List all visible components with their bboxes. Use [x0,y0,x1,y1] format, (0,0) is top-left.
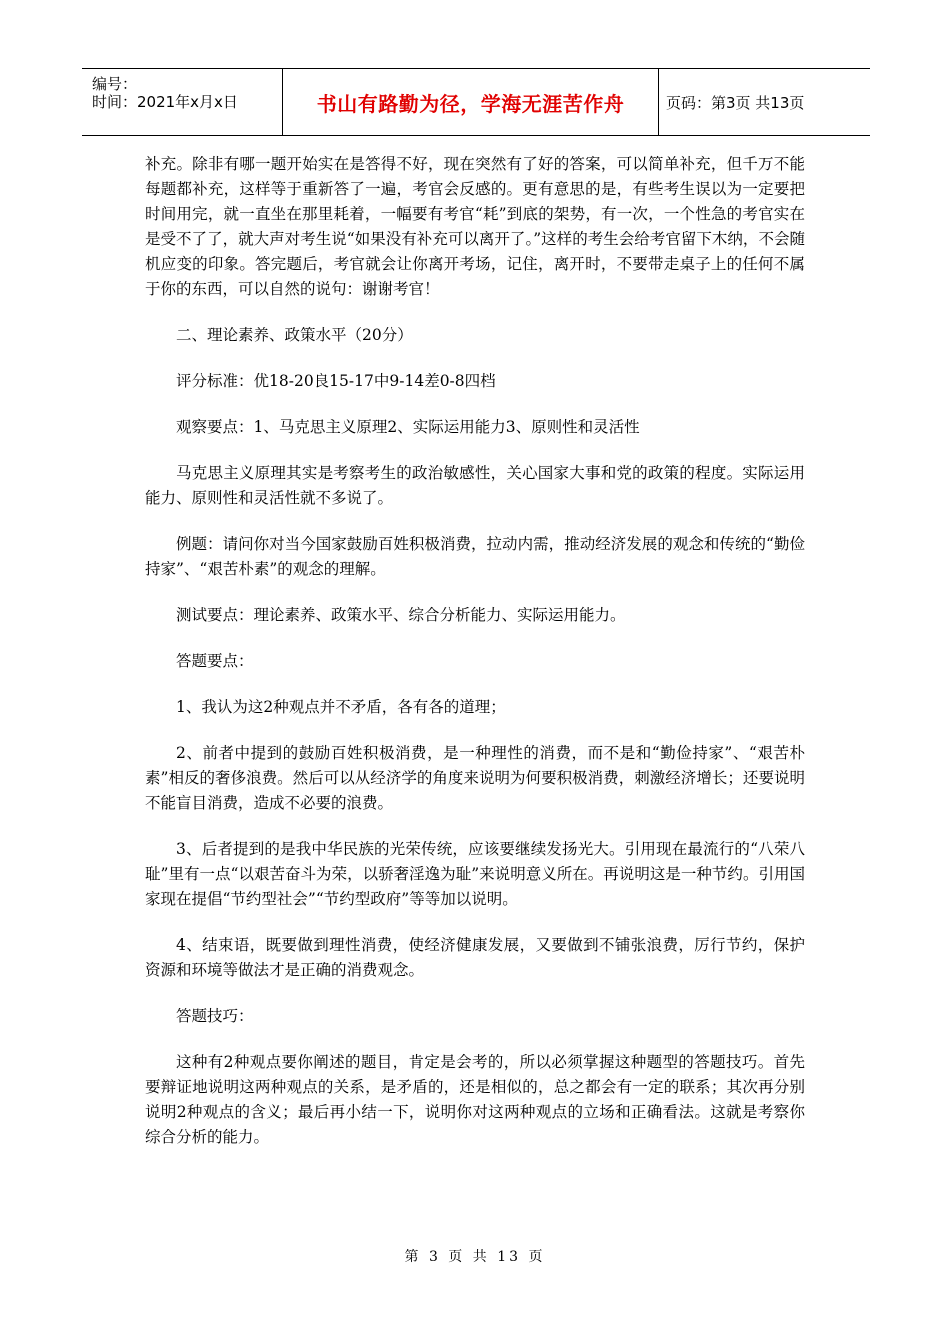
header-meta [82,69,282,135]
document-time-label: 时间：2021年x月x日 [92,93,238,111]
list-item: 2、前者中提到的鼓励百姓积极消费，是一种理性的消费，而不是和“勤俭持家”、“艰苦朴素”相反的奢侈浪费。然后可以从经济学的角度来说明为何要积极消费，刺激经济增长；还要说明不能盲目消费，造成不必要的浪费。 [145,744,805,812]
header-motto: 书山有路勤为径，学海无涯苦作舟 [316,91,625,116]
footer-page-number: 第 3 页 共 13 页 [404,1249,546,1265]
header-divider [658,69,659,135]
list-item: 3、后者提到的是我中华民族的光荣传统，应该要继续发扬光大。引用现在最流行的“八荣八耻”里有一点“以艰苦奋斗为荣，以骄奢淫逸为耻”来说明意义所在。再说明这是一种节约。引用国家现在提倡“节约型社会”“节约型政府”等等加以说明。 [145,840,805,908]
paragraph: 观察要点：1、马克思主义原理2、实际运用能力3、原则性和灵活性 [176,418,640,436]
document-number-label: 编号： [92,75,138,93]
paragraph: 评分标准：优18-20良15-17中9-14差0-8四档 [176,372,496,390]
paragraph: 测试要点：理论素养、政策水平、综合分析能力、实际运用能力。 [176,606,626,624]
document-header [82,68,870,136]
list-item: 4、结束语，既要做到理性消费，使经济健康发展，又要做到不铺张浪费，厉行节约，保护资源和环境等做法才是正确的消费观念。 [145,936,805,979]
header-page-info: 页码：第3页 共13页 [666,93,805,112]
document-body [145,152,805,1171]
paragraph: 这种有2种观点要你阐述的题目，肯定是会考的，所以必须掌握这种题型的答题技巧。首先要辩证地说明这两种观点的关系，是矛盾的，还是相似的，总之都会有一定的联系；其次再分别说明2种观点的含义；最后再小结一下，说明你对这两种观点的立场和正确看法。这就是考察你综合分析的能力。 [145,1053,805,1146]
paragraph: 答题技巧： [176,1007,254,1025]
paragraph: 马克思主义原理其实是考察考生的政治敏感性，关心国家大事和党的政策的程度。实际运用能力、原则性和灵活性就不多说了。 [145,464,805,507]
paragraph: 补充。除非有哪一题开始实在是答得不好，现在突然有了好的答案，可以简单补充，但千万不能每题都补充，这样等于重新答了一遍，考官会反感的。更有意思的是，有些考生误以为一定要把时间用完，就一直坐在那里耗着，一幅要有考官“耗”到底的架势，有一次，一个性急的考官实在是受不了了，就大声对考生说“如果没有补充可以离开了。”这样的考生会给考官留下木纳，不会随机应变的印象。答完题后，考官就会让你离开考场，记住，离开时，不要带走桌子上的任何不属于你的东西，可以自然的说句：谢谢考官！ [145,155,805,298]
page-footer [0,1246,950,1266]
list-item: 1、我认为这2种观点并不矛盾，各有各的道理； [176,698,506,716]
section-heading: 二、理论素养、政策水平（20分） [176,326,413,344]
paragraph: 答题要点： [176,652,254,670]
paragraph: 例题：请问你对当今国家鼓励百姓积极消费，拉动内需，推动经济发展的观念和传统的“勤俭持家”、“艰苦朴素”的观念的理解。 [145,535,805,578]
